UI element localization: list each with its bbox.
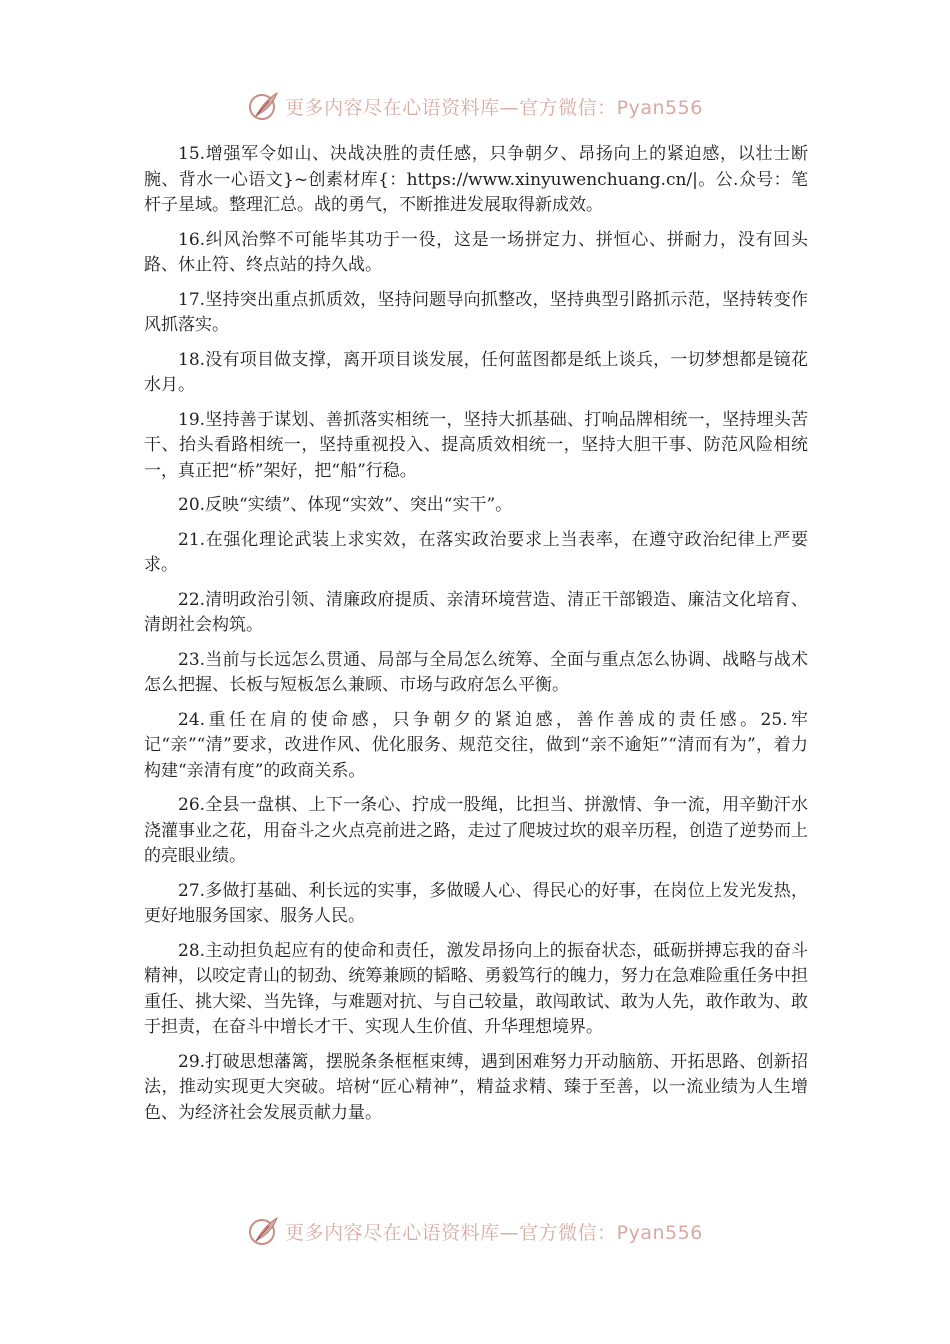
paragraph-26: 26.全县一盘棋、上下一条心、拧成一股绳，比担当、拼激情、争一流，用辛勤汗水浇灌事业之花，用奋斗之火点亮前进之路，走过了爬坡过坎的艰辛历程，创造了逆势而上的亮眼业绩。 <box>144 795 808 866</box>
paragraph-23: 23.当前与长远怎么贯通、局部与全局怎么统筹、全面与重点怎么协调、战略与战术怎么把握、长板与短板怎么兼顾、市场与政府怎么平衡。 <box>144 649 808 695</box>
banner-text: 更多内容尽在心语资料库—官方微信：Pyan556 <box>285 1221 703 1244</box>
paragraph-18: 18.没有项目做支撑，离开项目谈发展，任何蓝图都是纸上谈兵，一切梦想都是镜花水月。 <box>144 349 808 395</box>
paragraph-15: 15.增强军令如山、决战决胜的责任感，只争朝夕、昂扬向上的紧迫感，以壮士断腕、背水一心语文}~创素材库{：https://www.xinyuwenchuang.cn/|。公.众号：笔杆子星域。整理汇总。战的勇气，不断推进发展取得新成效。 <box>144 144 808 215</box>
paragraph-17: 17.坚持突出重点抓质效，坚持问题导向抓整改，坚持典型引路抓示范，坚持转变作风抓落实。 <box>144 289 808 335</box>
paragraph-20: 20.反映“实绩”、体现“实效”、突出“实干”。 <box>178 495 513 515</box>
paragraph-16: 16.纠风治弊不可能毕其功于一役，这是一场拼定力、拼恒心、拼耐力，没有回头路、休止符、终点站的持久战。 <box>144 229 808 275</box>
paragraph-21: 21.在强化理论武装上求实效，在落实政治要求上当表率，在遵守政治纪律上严要求。 <box>144 529 808 575</box>
paragraph-27: 27.多做打基础、利长远的实事，多做暖人心、得民心的好事，在岗位上发光发热，更好地服务国家、服务人民。 <box>144 880 808 926</box>
footer-banner <box>0 1211 950 1251</box>
header-banner <box>0 86 950 126</box>
paragraph-24-25: 24.重任在肩的使命感，只争朝夕的紧迫感，善作善成的责任感。25.牢记“亲”“清”要求，改进作风、优化服务、规范交往，做到“亲不逾矩”“清而有为”，着力构建“亲清有度”的政商关系。 <box>144 709 808 781</box>
paragraph-22: 22.清明政治引领、清廉政府提质、亲清环境营造、清正干部锻造、廉洁文化培育、清朗社会构筑。 <box>144 589 808 635</box>
paragraph-29: 29.打破思想藩篱，摆脱条条框框束缚，遇到困难努力开动脑筋、开拓思路、创新招法，推动实现更大突破。培树“匠心精神”，精益求精、臻于至善，以一流业绩为人生增色、为经济社会发展贡献力量。 <box>144 1051 808 1123</box>
document-body <box>144 142 808 1135</box>
banner-text: 更多内容尽在心语资料库—官方微信：Pyan556 <box>285 96 703 119</box>
feather-pen-icon <box>247 89 281 123</box>
paragraph-19: 19.坚持善于谋划、善抓落实相统一，坚持大抓基础、打响品牌相统一，坚持埋头苦干、抬头看路相统一，坚持重视投入、提高质效相统一，坚持大胆干事、防范风险相统一，真正把“桥”架好，把“船”行稳。 <box>144 409 808 481</box>
feather-pen-icon <box>247 1214 281 1248</box>
paragraph-28: 28.主动担负起应有的使命和责任，激发昂扬向上的振奋状态，砥砺拼搏忘我的奋斗精神，以咬定青山的韧劲、统筹兼顾的韬略、勇毅笃行的魄力，努力在急难险重任务中担重任、挑大梁、当先锋，与难题对抗、与自己较量，敢闯敢试、敢为人先，敢作敢为、敢于担责，在奋斗中增长才干、实现人生价值、升华理想境界。 <box>144 940 808 1037</box>
